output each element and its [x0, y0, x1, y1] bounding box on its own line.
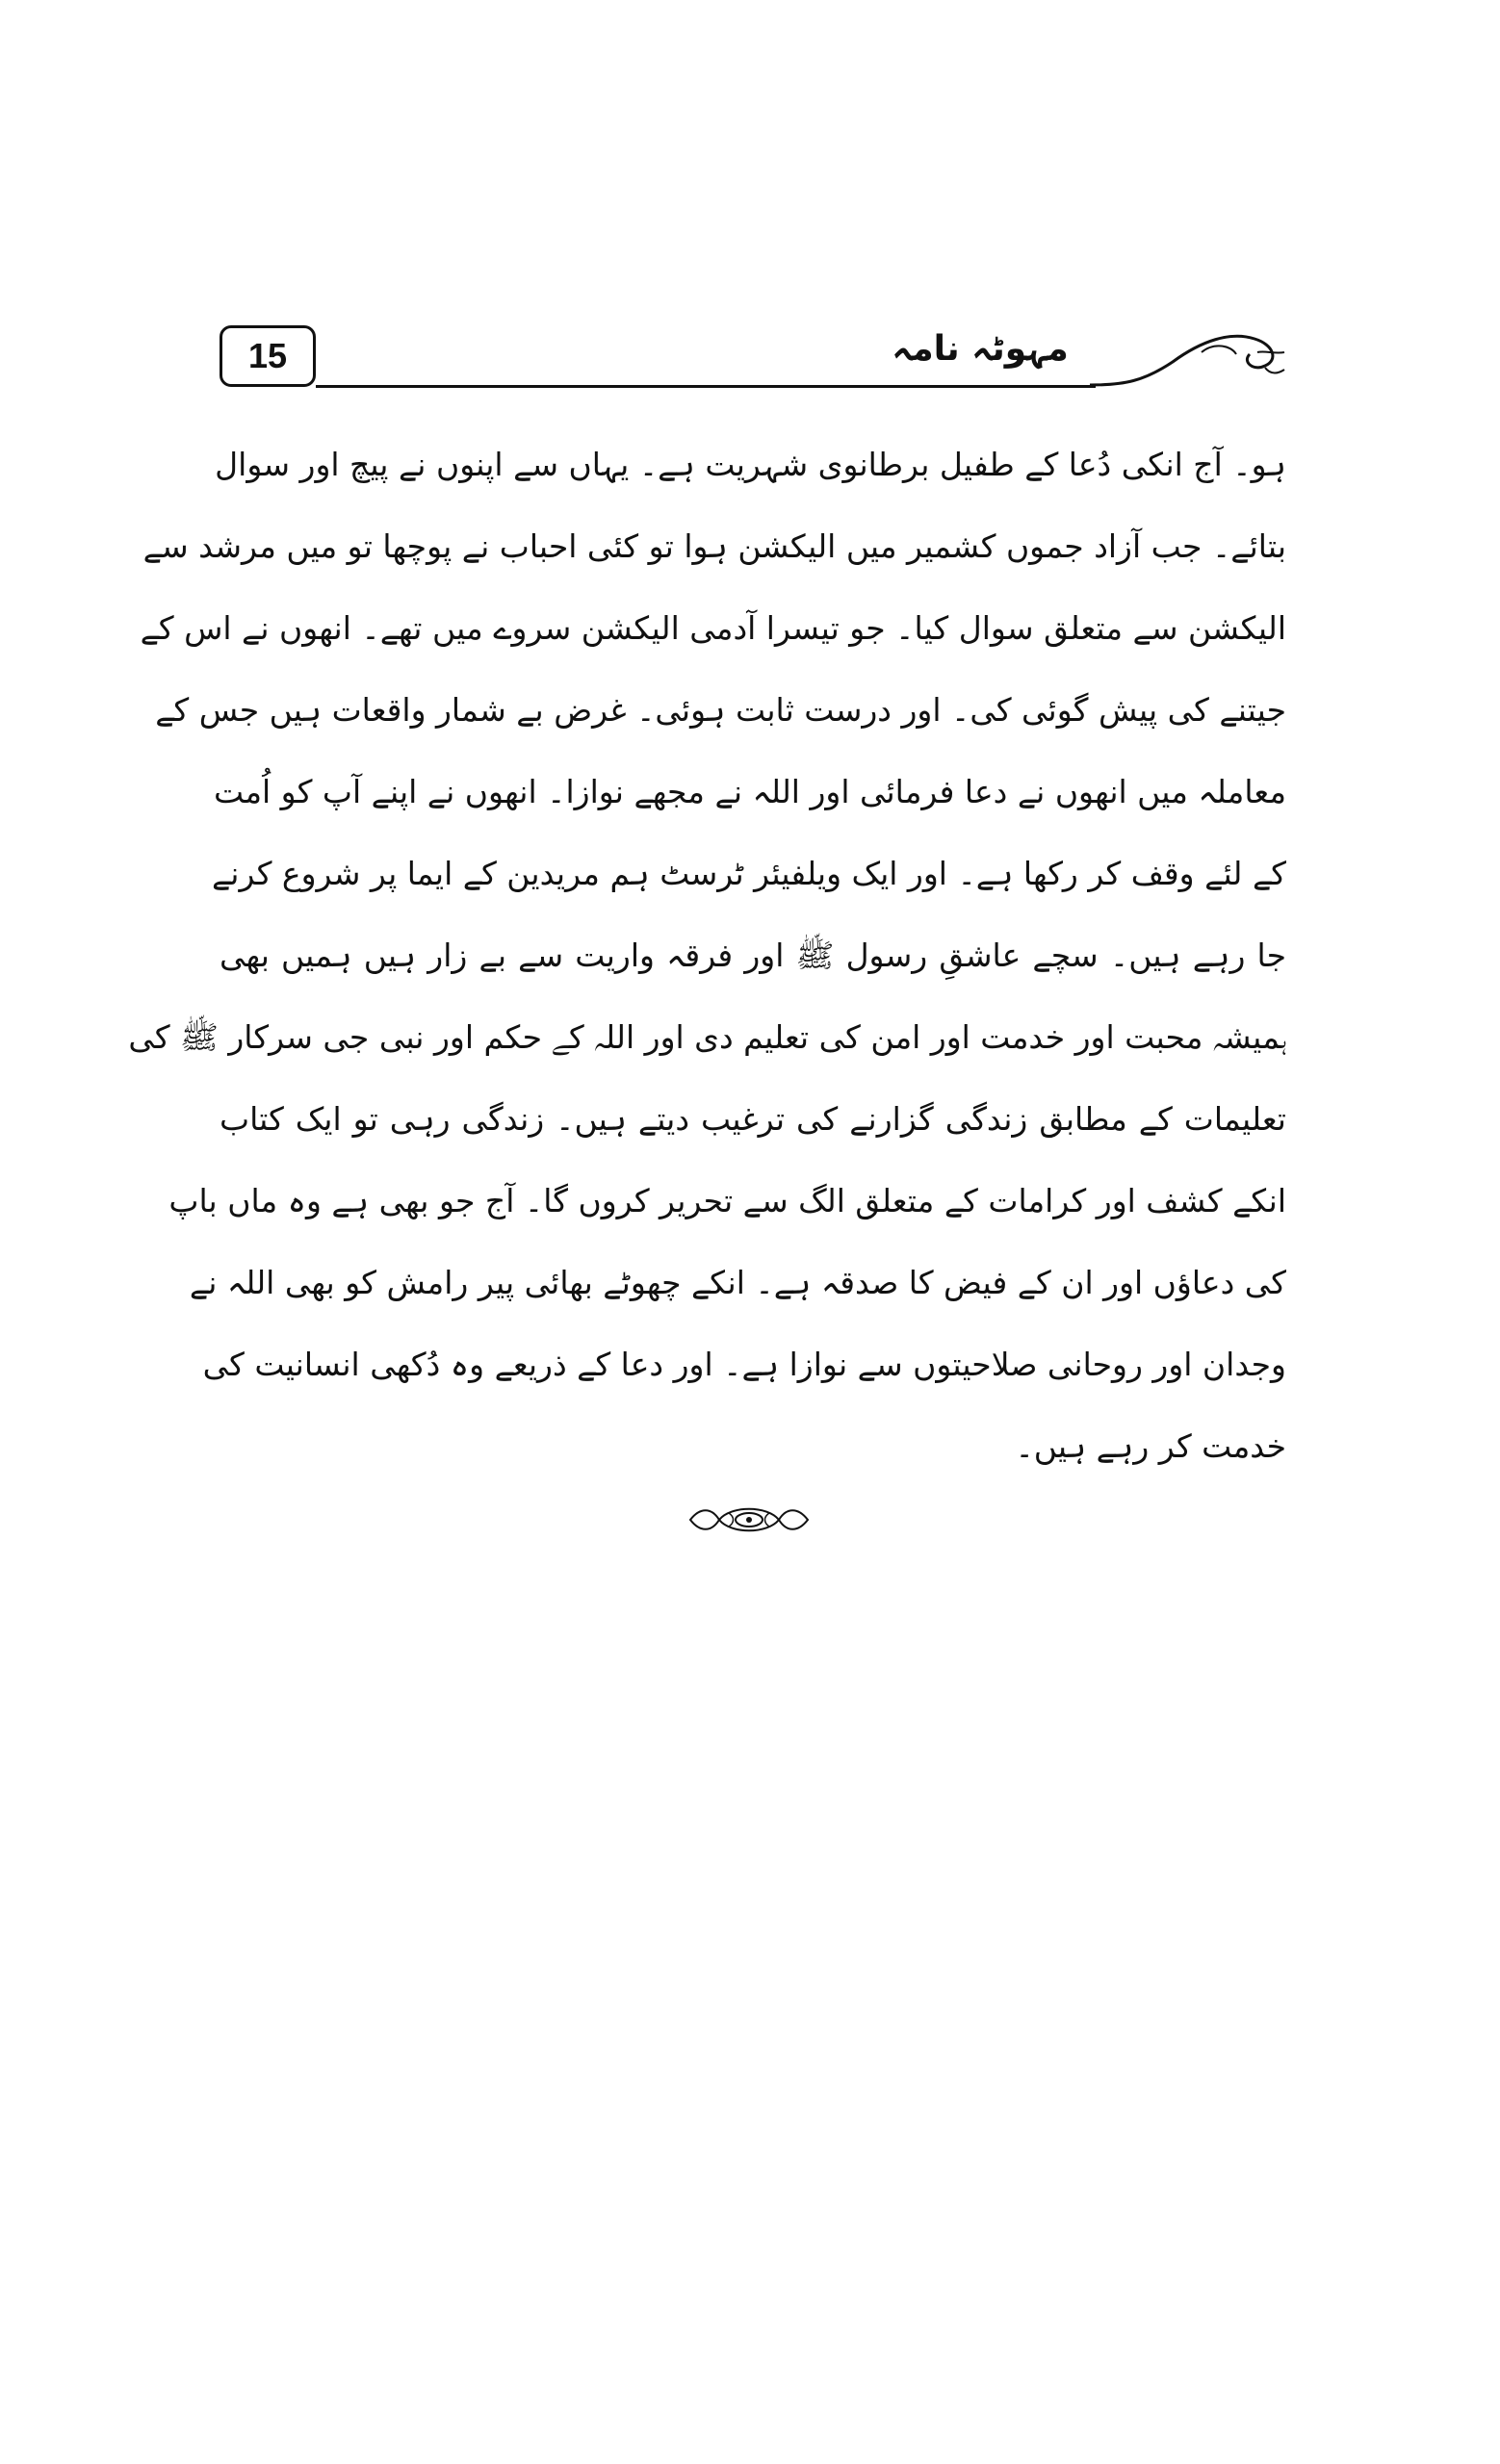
text-line: وجدان اور روحانی صلاحیتوں سے نوازا ہے۔ اور دعا کے ذریعے وہ دُکھی انسانیت کی [202, 1346, 1286, 1383]
text-line: تعلیمات کے مطابق زندگی گزارنے کی ترغیب دیتے ہیں۔ زندگی رہی تو ایک کتاب [220, 1100, 1286, 1138]
text-line: الیکشن سے متعلق سوال کیا۔ جو تیسرا آدمی الیکشن سروے میں تھے۔ انھوں نے اس کے [140, 609, 1286, 647]
text-line: ہو۔ آج انکی دُعا کے طفیل برطانوی شہریت ہے۔ یہاں سے اپنوں نے پیچ اور سوال [215, 446, 1286, 483]
body-text [128, 424, 1286, 1487]
text-line: جا رہے ہیں۔ سچے عاشقِ رسول ﷺ اور فرقہ واریت سے بے زار ہیں ہمیں بھی [220, 937, 1286, 974]
text-line: جیتنے کی پیش گوئی کی۔ اور درست ثابت ہوئی۔ غرض بے شمار واقعات ہیں جس کے [155, 691, 1286, 729]
text-line: خدمت کر رہے ہیں۔ [1015, 1427, 1286, 1465]
page-header [220, 323, 1286, 402]
text-line: بتائے۔ جب آزاد جموں کشمیر میں الیکشن ہوا تو کئی احباب نے پوچھا تو میں مرشد سے [142, 527, 1286, 565]
text-line: کے لئے وقف کر رکھا ہے۔ اور ایک ویلفیئر ٹرسٹ ہم مریدین کے ایما پر شروع کرنے [211, 855, 1286, 892]
text-line: معاملہ میں انھوں نے دعا فرمائی اور اللہ نے مجھے نوازا۔ انھوں نے اپنے آپ کو اُمت [213, 773, 1286, 810]
header-rule [316, 385, 1096, 388]
text-line: ہمیشہ محبت اور خدمت اور امن کی تعلیم دی اور اللہ کے حکم اور نبی جی سرکار ﷺ کی [128, 1018, 1286, 1056]
text-line: کی دعاؤں اور ان کے فیض کا صدقہ ہے۔ انکے چھوٹے بھائی پیر رامش کو بھی اللہ نے [189, 1264, 1286, 1301]
text-line: انکے کشف اور کرامات کے متعلق الگ سے تحریر کروں گا۔ آج جو بھی ہے وہ ماں باپ [168, 1182, 1286, 1219]
book-title: مہوٹہ نامہ [892, 329, 1069, 369]
header-flourish-icon [1086, 323, 1288, 391]
decorative-ornament-icon [686, 1503, 812, 1536]
page-number: 15 [220, 325, 316, 387]
